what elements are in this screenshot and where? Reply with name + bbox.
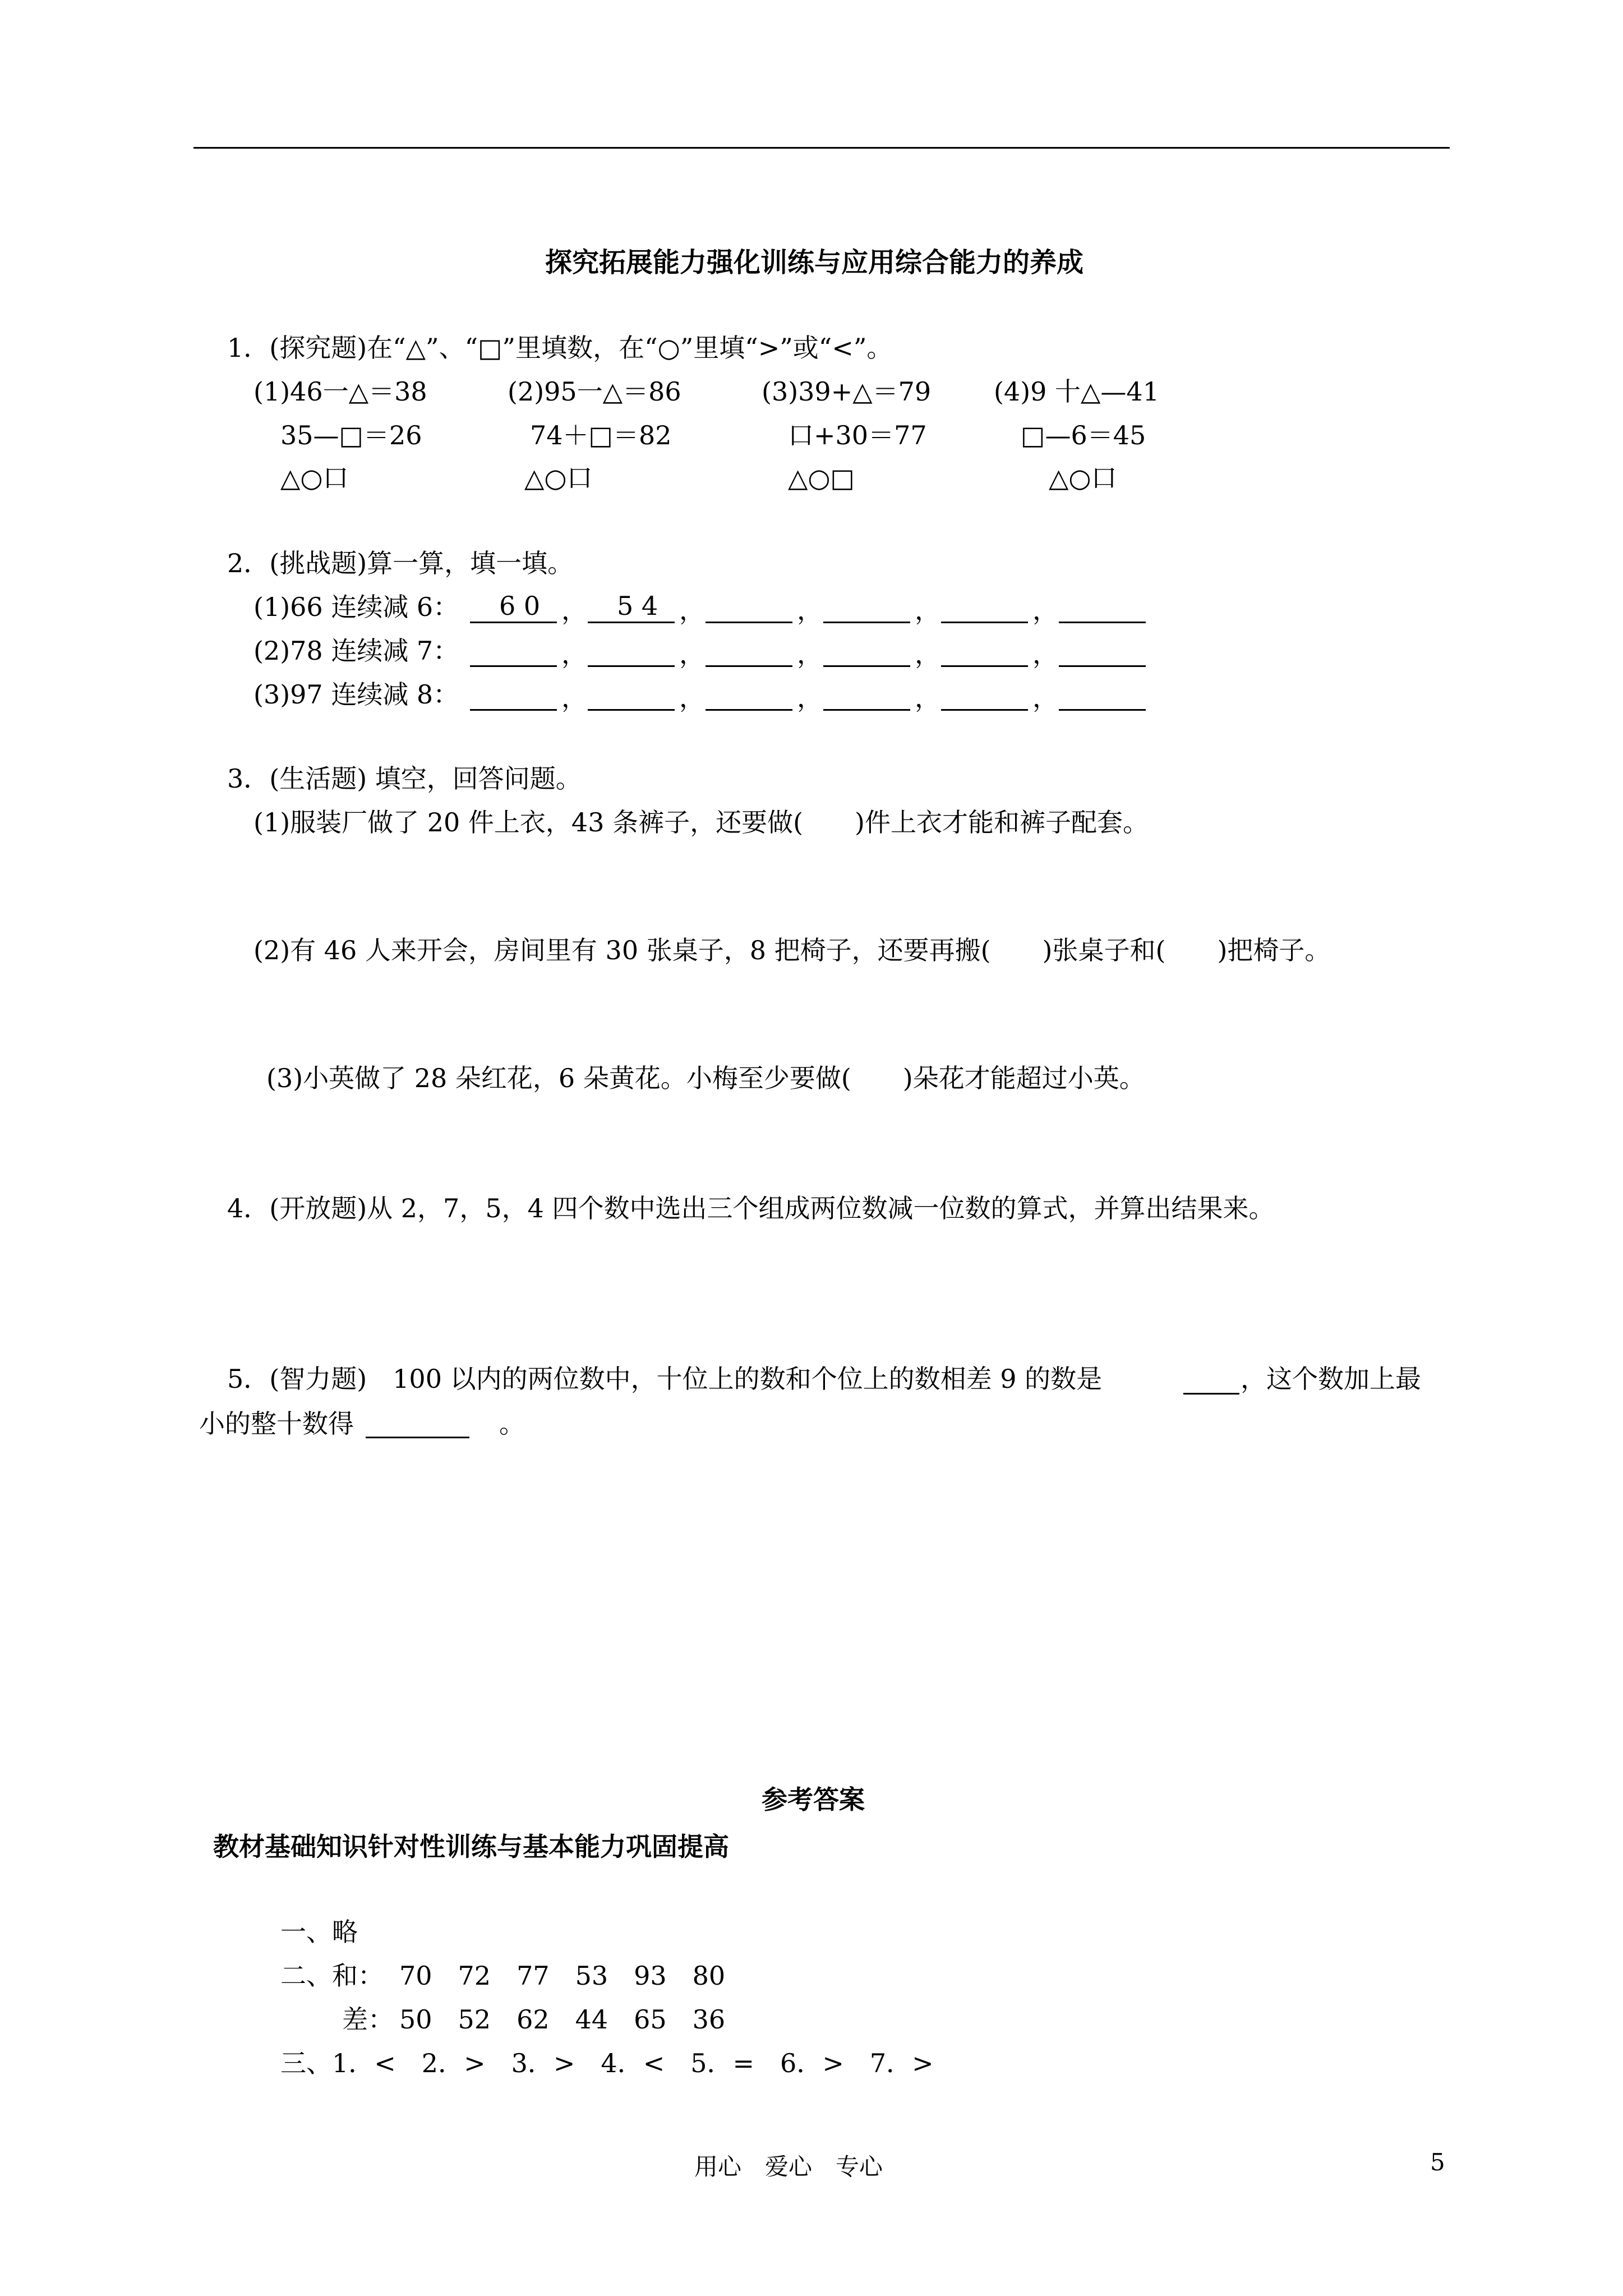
answers-subheading: 教材基础知识针对性训练与基本能力巩固提高 <box>213 1832 729 1862</box>
q3-part2: (2)有 46 人来开会，房间里有 30 张桌子，8 把椅子，还要再搬( )张桌子和( )把椅子。 <box>253 935 1331 965</box>
q2-stem: 2．(挑战题)算一算，填一填。 <box>227 548 574 578</box>
q1-col2-row1: (2)95一△＝86 <box>508 376 681 407</box>
q2-comma: ， <box>797 683 823 713</box>
q1-col4-row3: △○口 <box>1049 463 1117 493</box>
page-title: 探究拓展能力强化训练与应用综合能力的养成 <box>545 247 1084 278</box>
header-rule <box>193 147 1450 149</box>
q2-comma: ， <box>1032 595 1058 625</box>
q2-blank-line[interactable] <box>470 709 557 711</box>
answer-section-2-values: 70 72 77 53 93 80 <box>399 1961 726 1991</box>
q1-col1-row1: (1)46一△＝38 <box>253 376 427 407</box>
q3-part3: (3)小英做了 28 朵红花，6 朵黄花。小梅至少要做( )朵花才能超过小英。 <box>266 1063 1145 1093</box>
q2-comma: ， <box>561 639 587 669</box>
q5-line1-end: ，这个数加上最 <box>1241 1364 1421 1394</box>
q1-stem: 1．(探究题)在“△”、“□”里填数，在“○”里填“>”或“<”。 <box>227 333 893 363</box>
q2-blank-line[interactable] <box>588 622 675 623</box>
q2-line1-answer-1: 6 0 <box>499 591 541 621</box>
q1-col4-row2: □—6＝45 <box>1021 420 1146 450</box>
page-number: 5 <box>1430 2148 1445 2176</box>
q2-comma: ， <box>561 595 587 625</box>
q2-line2-label: (2)78 连续减 7： <box>253 636 459 666</box>
q2-comma: ， <box>561 683 587 713</box>
q3-stem: 3．(生活题) 填空，回答问题。 <box>227 763 582 794</box>
q2-line1-label: (1)66 连续减 6： <box>253 592 459 622</box>
answer-section-2-label: 二、和： <box>280 1961 384 1991</box>
q2-comma: ， <box>797 595 823 625</box>
answers-heading: 参考答案 <box>762 1784 865 1815</box>
q2-blank-line[interactable] <box>706 665 792 667</box>
q2-comma: ， <box>915 683 940 713</box>
q5-line1-start: 5．(智力题) 100 以内的两位数中，十位上的数和个位上的数相差 9 的数是 <box>227 1364 1103 1394</box>
q2-blank-line[interactable] <box>823 622 910 623</box>
q2-blank-line[interactable] <box>1059 709 1146 711</box>
footer-motto: 用心 爱心 专心 <box>694 2153 883 2180</box>
q2-comma: ， <box>679 639 705 669</box>
q2-line1-answer-2: 5 4 <box>617 591 658 621</box>
q2-blank-line[interactable] <box>706 622 792 623</box>
answer-section-2b-label: 差： <box>342 2004 394 2035</box>
answer-section-1: 一、略 <box>280 1917 358 1947</box>
q3-part1: (1)服装厂做了 20 件上衣，43 条裤子，还要做( )件上衣才能和裤子配套。 <box>253 807 1149 838</box>
answer-section-2b-values: 50 52 62 44 65 36 <box>399 2004 726 2035</box>
q1-col3-row1: (3)39+△＝79 <box>762 376 932 407</box>
q2-blank-line[interactable] <box>941 709 1028 711</box>
q5-line2-start: 小的整十数得 <box>199 1409 354 1439</box>
q5-line2-end: 。 <box>499 1409 525 1439</box>
q2-blank-line[interactable] <box>941 622 1028 623</box>
q1-col3-row2: 口+30＝77 <box>788 420 927 450</box>
q1-col3-row3: △○□ <box>788 463 855 493</box>
q2-blank-line[interactable] <box>588 709 675 711</box>
q1-col2-row3: △○口 <box>524 463 593 493</box>
q2-line3-label: (3)97 连续减 8： <box>253 679 459 710</box>
q2-blank-line[interactable] <box>1059 665 1146 667</box>
q2-comma: ， <box>679 595 705 625</box>
q1-col1-row3: △○口 <box>280 463 349 493</box>
q2-comma: ， <box>915 595 940 625</box>
q1-col1-row2: 35—□＝26 <box>280 420 422 450</box>
q5-blank-2[interactable] <box>366 1437 469 1438</box>
q5-blank-1[interactable] <box>1183 1393 1239 1395</box>
q2-comma: ， <box>1032 683 1058 713</box>
q2-blank-line[interactable] <box>941 665 1028 667</box>
q2-comma: ， <box>915 639 940 669</box>
q2-comma: ， <box>1032 639 1058 669</box>
q1-col4-row1: (4)9 十△—41 <box>994 376 1159 407</box>
q2-comma: ， <box>679 683 705 713</box>
q2-blank-line[interactable] <box>823 665 910 667</box>
q2-blank-line[interactable] <box>588 665 675 667</box>
q1-col2-row2: 74＋□＝82 <box>530 420 672 450</box>
q2-blank-line[interactable] <box>823 709 910 711</box>
q2-blank-line[interactable] <box>470 665 557 667</box>
q2-blank-line[interactable] <box>470 622 557 623</box>
q4-stem: 4．(开放题)从 2，7，5，4 四个数中选出三个组成两位数减一位数的算式，并算出结果来。 <box>227 1193 1275 1223</box>
q2-blank-line[interactable] <box>1059 622 1146 623</box>
q2-blank-line[interactable] <box>706 709 792 711</box>
answer-section-3: 三、1．< 2．> 3．> 4．< 5．= 6．> 7．> <box>280 2048 934 2078</box>
q2-comma: ， <box>797 639 823 669</box>
